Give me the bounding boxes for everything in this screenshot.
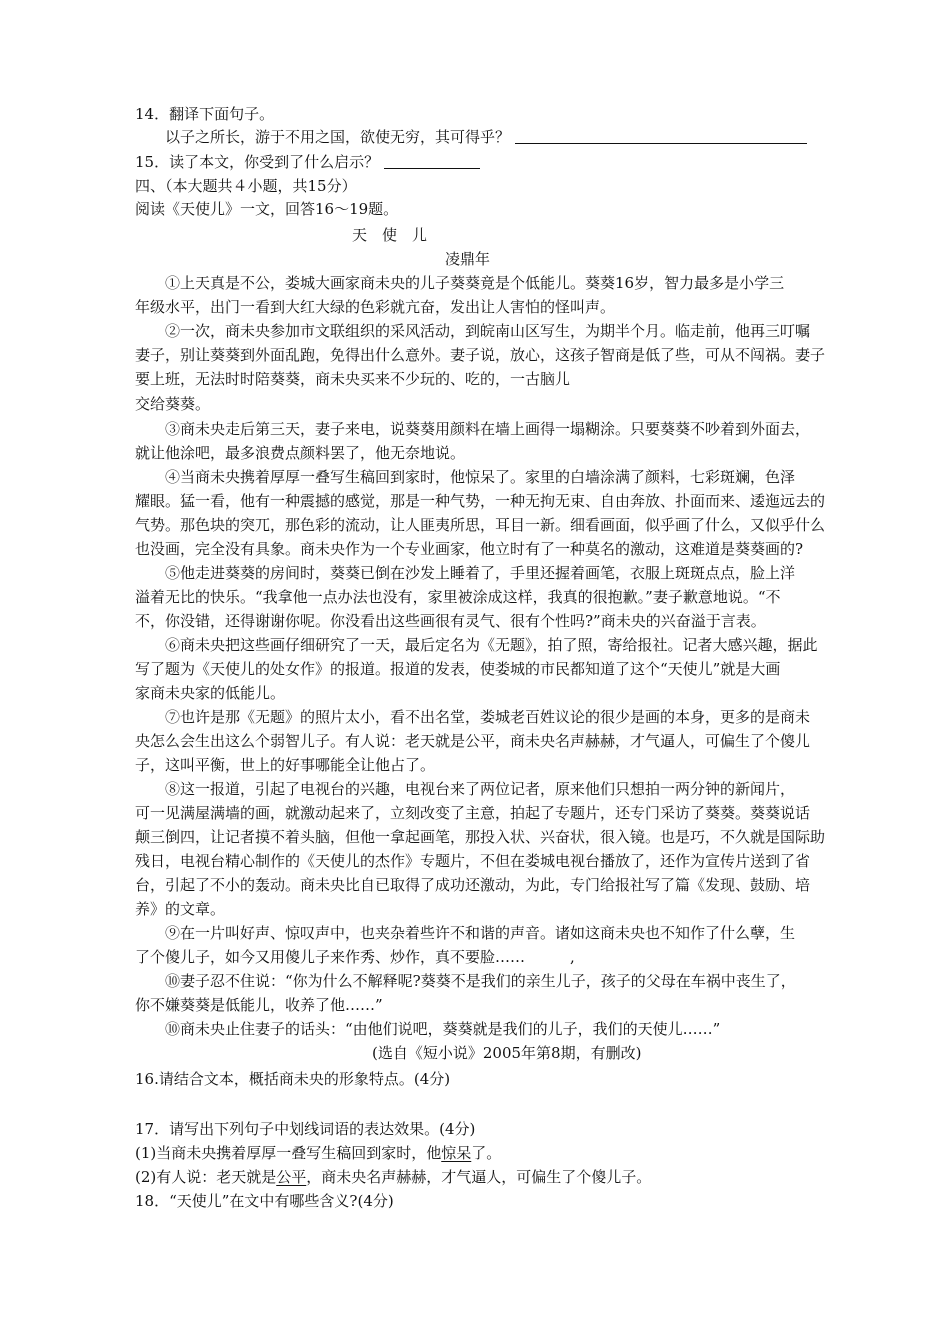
- para-10-line-1: ⑩妻子忍不住说：“你为什么不解释呢?葵葵不是我们的亲生儿子，孩子的父母在车祸中丧生了，: [165, 972, 796, 990]
- q17-item-2: [135, 1166, 651, 1188]
- q17-item-2-word: 公平: [276, 1168, 307, 1186]
- para-4-line-2: 耀眼。猛一看，他有一种震撼的感觉，那是一种气势，一种无拘无束、自由奔放、扑面而来、逶迤远去的: [135, 492, 826, 510]
- q17-item-1-suffix: 了。: [471, 1144, 502, 1162]
- para-5-line-1: ⑤他走进葵葵的房间时，葵葵已倒在沙发上睡着了，手里还握着画笔，衣服上斑斑点点，脸上洋: [165, 564, 796, 582]
- para-11-line-1: ⑩商未央止住妻子的话头：“由他们说吧，葵葵就是我们的儿子，我们的天使儿……”: [165, 1020, 721, 1038]
- para-4-line-4: 也没画，完全没有具象。商未央作为一个专业画家，他立时有了一种莫名的激动，这难道是葵葵画的?: [135, 540, 804, 558]
- para-1-line-2: 年级水平，出门一看到大红大绿的色彩就亢奋，发出让人害怕的怪叫声。: [135, 298, 616, 316]
- para-6-line-1: ⑥商未央把这些画仔细研究了一天，最后定名为《无题》，拍了照，寄给报社。记者大感兴趣，据此: [165, 636, 818, 654]
- para-2-line-3: 要上班，无法时时陪葵葵，商未央买来不少玩的、吃的，一古脑儿: [135, 370, 571, 388]
- q17-item-1-word: 惊呆: [441, 1144, 472, 1162]
- para-8-line-4: 残日，电视台精心制作的《天使儿的杰作》专题片，不但在娄城电视台播放了，还作为宣传片送到了省: [135, 852, 811, 870]
- para-8-line-5: 台，引起了不小的轰动。商未央比自已取得了成功还激动，为此，专门给报社写了篇《发现、鼓励、培: [135, 876, 811, 894]
- para-8-line-1: ⑧这一报道，引起了电视台的兴趣，电视台来了两位记者，原来他们只想拍一两分钟的新闻片，: [165, 780, 796, 798]
- para-9-line-1: ⑨在一片叫好声、惊叹声中，也夹杂着些许不和谐的声音。诸如这商未央也不知作了什么孽，生: [165, 924, 796, 942]
- para-7-line-3: 子，这叫平衡，世上的好事哪能全让他占了。: [135, 756, 436, 774]
- para-5-line-3: 不，你没错，还得谢谢你呢。你没看出这些画很有灵气、很有个性吗?”商未央的兴奋溢于言表。: [135, 612, 766, 630]
- para-8-line-3: 颠三倒四，让记者摸不着头脑，但他一拿起画笔，那投入状、兴奋状，很入镜。也是巧，不久就是国际助: [135, 828, 826, 846]
- q17-item-2-prefix: (2)有人说：老天就是: [135, 1168, 277, 1186]
- section4-instruction: 阅读《天使儿》一文，回答16～19题。: [135, 200, 399, 218]
- para-7-line-1: ⑦也许是那《无题》的照片太小，看不出名堂，娄城老百姓议论的很少是画的本身，更多的是商未: [165, 708, 811, 726]
- para-4-line-3: 气势。那色块的突兀，那色彩的流动，让人匪夷所思，耳目一新。细看画面，似乎画了什么，又似乎什么: [135, 516, 826, 534]
- answer-blank-q15[interactable]: [384, 152, 480, 169]
- para-7-line-2: 央怎么会生出这么个弱智儿子。有人说：老天就是公平，商未央名声赫赫，才气逼人，可偏生了个傻儿: [135, 732, 811, 750]
- q17-item-1: [135, 1142, 501, 1164]
- q17-title: 17．请写出下列句子中划线词语的表达效果。(4分): [135, 1120, 476, 1138]
- para-8-line-2: 可一见满屋满墙的画，就激动起来了，立刻改变了主意，拍起了专题片，还专门采访了葵葵。葵葵说话: [135, 804, 811, 822]
- para-9-line-2: 了个傻儿子，如今又用傻儿子来作秀、炒作，真不要脸…… ,: [135, 948, 575, 966]
- q16-text: 16.请结合文本，概括商未央的形象特点。(4分): [135, 1070, 451, 1088]
- q17-item-1-prefix: (1)当商未央携着厚厚一叠写生稿回到家时，他: [135, 1144, 442, 1162]
- article-source: (选自《短小说》2005年第8期，有删改): [372, 1044, 642, 1062]
- para-1-line-1: ①上天真是不公，娄城大画家商未央的儿子葵葵竟是个低能儿。葵葵16岁，智力最多是小学三: [165, 274, 785, 292]
- para-10-line-2: 你不嫌葵葵是低能儿，收养了他……”: [135, 996, 383, 1014]
- para-3-line-1: ③商未央走后第三天，妻子来电，说葵葵用颜料在墙上画得一塌糊涂。只要葵葵不吵着到外面去，: [165, 420, 811, 438]
- q15-text: 15．读了本文，你受到了什么启示？: [135, 153, 380, 171]
- para-5-line-2: 溢着无比的快乐。“我拿他一点办法也没有，家里被涂成这样，我真的很抱歉。”妻子歉意地说。“不: [135, 588, 781, 606]
- q18-text: 18．“天使儿”在文中有哪些含义?(4分): [135, 1192, 394, 1210]
- q14-sentence-line: [165, 126, 807, 148]
- section4-heading: 四、（本大题共４小题，共15分）: [135, 177, 357, 195]
- q14-title: 14．翻译下面句子。: [135, 105, 275, 123]
- q14-sentence: 以子之所长，游于不用之国，欲使无穷，其可得乎？: [165, 128, 511, 146]
- para-2-line-4: 交给葵葵。: [135, 395, 211, 413]
- para-3-line-2: 就让他涂吧，最多浪费点颜料罢了，他无奈地说。: [135, 444, 466, 462]
- q17-item-2-suffix: ，商未央名声赫赫，才气逼人，可偏生了个傻儿子。: [306, 1168, 652, 1186]
- q15-line: [135, 151, 480, 173]
- para-2-line-1: ②一次，商未央参加市文联组织的采风活动，到皖南山区写生，为期半个月。临走前，他再三叮嘱: [165, 322, 811, 340]
- answer-blank-q14[interactable]: [515, 127, 807, 144]
- article-title: 天 使 儿: [352, 226, 428, 244]
- para-2-line-2: 妻子，别让葵葵到外面乱跑，免得出什么意外。妻子说，放心，这孩子智商是低了些，可从不闯祸。妻子: [135, 346, 826, 364]
- article-author: 凌鼎年: [445, 250, 491, 268]
- para-6-line-2: 写了题为《天使儿的处女作》的报道。报道的发表，使娄城的市民都知道了这个“天使儿”就是大画: [135, 660, 781, 678]
- para-4-line-1: ④当商未央携着厚厚一叠写生稿回到家时，他惊呆了。家里的白墙涂满了颜料，七彩斑斓，色泽: [165, 468, 796, 486]
- para-8-line-6: 养》的文章。: [135, 900, 226, 918]
- para-6-line-3: 家商未央家的低能儿。: [135, 684, 286, 702]
